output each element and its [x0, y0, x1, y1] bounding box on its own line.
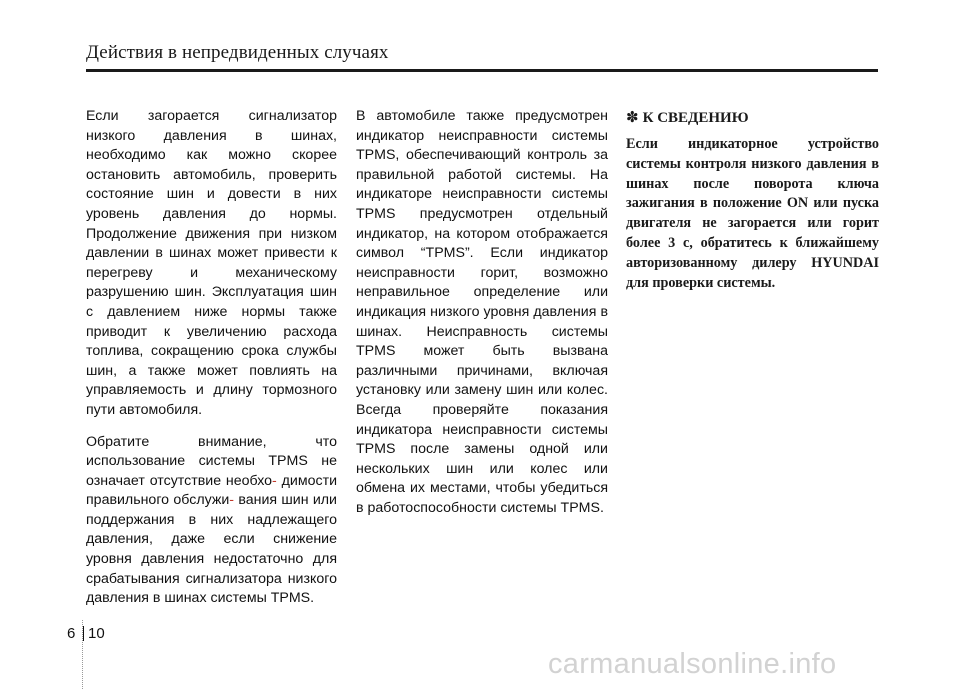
paragraph-tpms-note-part2: димости правильного обслужи [86, 472, 337, 509]
paragraph-malfunction-indicator: В автомобиле также предусмотрен индикатор неисправности системы TPMS, обеспечивающий контроль за правильной работой системы. На индикаторе неисправности системы TPMS предусмотрен отдельный индикатор, на котором отображается символ “TPMS”. Если индикатор неисправности горит, возможно неправильное определение или индикация низкого уровня давления в шинах. Неисправность системы TPMS может быть вызвана различными причинами, включая установку или замену шин или колес. Всегда проверяйте показания индикатора неисправности системы TPMS после замены одной или нескольких шин или колес или обмена их местами, чтобы убедиться в работоспособности системы TPMS. [356, 108, 608, 516]
note-body: Если индикаторное устройство системы контроля низкого давления в шинах после поворота ключа зажигания в положение ON или пуска двигателя не загорается или горит более 3 с, обратитесь к ближайшему авторизованному дилеру HYUNDAI для проверки системы. [626, 136, 879, 291]
hyphen-mark: - [272, 472, 277, 489]
note-box [626, 107, 879, 293]
header-divider [86, 69, 878, 72]
column-2 [356, 107, 608, 518]
paragraph-low-pressure-warning: Если загорается сигнализатор низкого давления в шинах, необходимо как можно скорее остановить автомобиль, проверить состояние шин и довести в них уровень давления до нормы. Продолжение движения при низком давлении в шинах может привести к перегреву и механическому разрушению шин. Эксплуатация шин с давлением ниже нормы также приводит к увеличению расхода топлива, сокращению срока службы шин, а также может повлиять на управляемость и длину тормозного пути автомобиля. [86, 108, 337, 418]
paragraph-tpms-note-part1: Обратите внимание, что использование системы TPMS не означает отсутствие необхо [86, 433, 337, 489]
hyphen-mark: - [229, 492, 235, 509]
watermark: carmanualsonline.info [548, 648, 837, 680]
note-title-text: К СВЕДЕНИЮ [642, 110, 749, 126]
page-section-number: 6 [67, 625, 76, 642]
note-title [626, 107, 879, 128]
column-1 [86, 107, 337, 609]
page-header-title: Действия в непредвиденных случаях [86, 42, 389, 63]
star-icon: ✽ [626, 108, 639, 126]
page-number-separator [83, 626, 84, 641]
page-number: 10 [88, 625, 105, 642]
paragraph-tpms-note-part3: вания шин или поддержания в них надлежащего давления, даже если снижение уровня давления недостаточно для срабатывания сигнализатора низкого давления в шинах системы TPMS. [86, 492, 337, 607]
paragraph-tpms-note [86, 433, 337, 609]
